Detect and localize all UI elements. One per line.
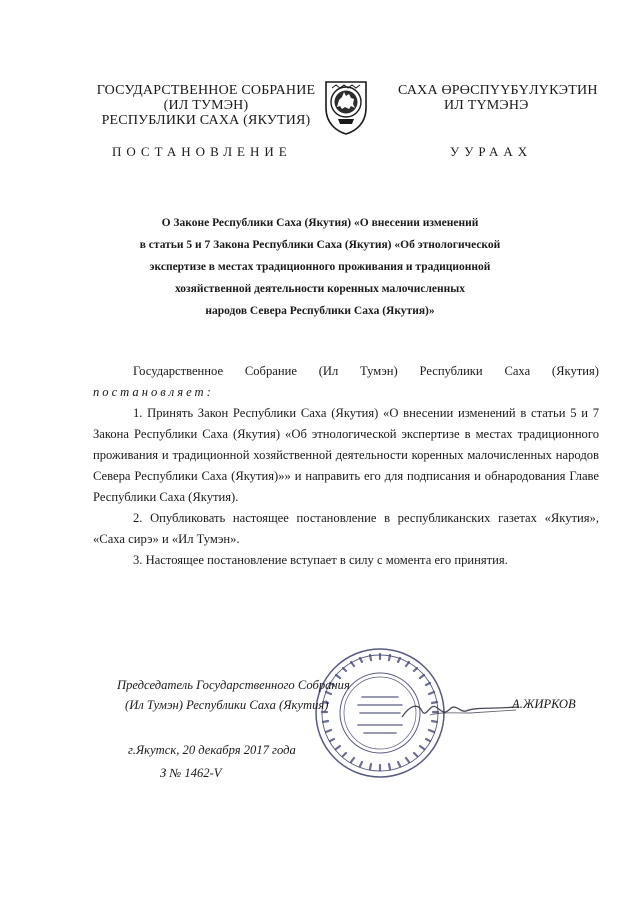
title-line: экспертизе в местах традиционного проживания и традиционной [149, 261, 491, 273]
body-item-1: 1. Принять Закон Республики Саха (Якутия) «О внесении изменений в статьи 5 и 7 Закона Республики Саха (Якутия) «Об этнологической экспертизе в местах традиционного проживания и традиционной хозяйственной деятельности коренных малочисленных народов Севера Республики Саха (Якутия)»» и направить его для подписания и обнародования Главе Республики Саха (Якутия). [93, 406, 599, 504]
issuer-line-3: РЕСПУБЛИКИ САХА (ЯКУТИЯ) [101, 113, 311, 128]
issuer-name-yakut [398, 83, 598, 113]
decree-word [93, 382, 599, 403]
issuer-yakut-line-1: САХА ӨРӨСПҮҮБҮЛҮКЭТИН [398, 83, 598, 98]
signatory-role-line-1: Председатель Государственного Собрания [117, 678, 350, 692]
body-item-3: 3. Настоящее постановление вступает в силу с момента его принятия. [133, 553, 508, 567]
doc-type-yakut: УУРААХ [450, 144, 533, 159]
issuer-line-2: (ИЛ ТУМЭН) [163, 98, 249, 113]
body-item-2: 2. Опубликовать настоящее постановление в республиканских газетах «Якутия», «Саха сирэ» и «Ил Тумэн». [93, 511, 599, 546]
title-line: О Законе Республики Саха (Якутия) «О внесении изменений [161, 217, 479, 229]
issuer-line-1: ГОСУДАРСТВЕННОЕ СОБРАНИЕ [96, 83, 316, 98]
signatory-name: А.ЖИРКОВ [512, 697, 576, 711]
coat-of-arms-emblem [322, 78, 370, 136]
title-line: хозяйственной деятельности коренных малочисленных [174, 283, 465, 295]
signatory-role-line-2: (Ил Тумэн) Республики Саха (Якутия) [125, 698, 329, 712]
document-number: З № 1462-V [160, 766, 222, 780]
doc-type-russian: ПОСТАНОВЛЕНИЕ [112, 144, 292, 159]
body-intro: Государственное Собрание (Ил Тумэн) Республики Саха (Якутия) [133, 364, 599, 378]
handwritten-signature [400, 695, 520, 727]
title-line: в статьи 5 и 7 Закона Республики Саха (Якутия) «Об этнологической [139, 239, 501, 251]
title-line: народов Севера Республики Саха (Якутия)» [205, 305, 435, 317]
place-and-date: г.Якутск, 20 декабря 2017 года [128, 743, 296, 757]
issuer-name-russian [93, 83, 319, 128]
issuer-yakut-line-2: ИЛ ТҮМЭНЭ [444, 98, 529, 113]
document-body [93, 361, 599, 571]
document-title [100, 212, 540, 322]
decree-word-text: постановляет: [93, 385, 214, 399]
